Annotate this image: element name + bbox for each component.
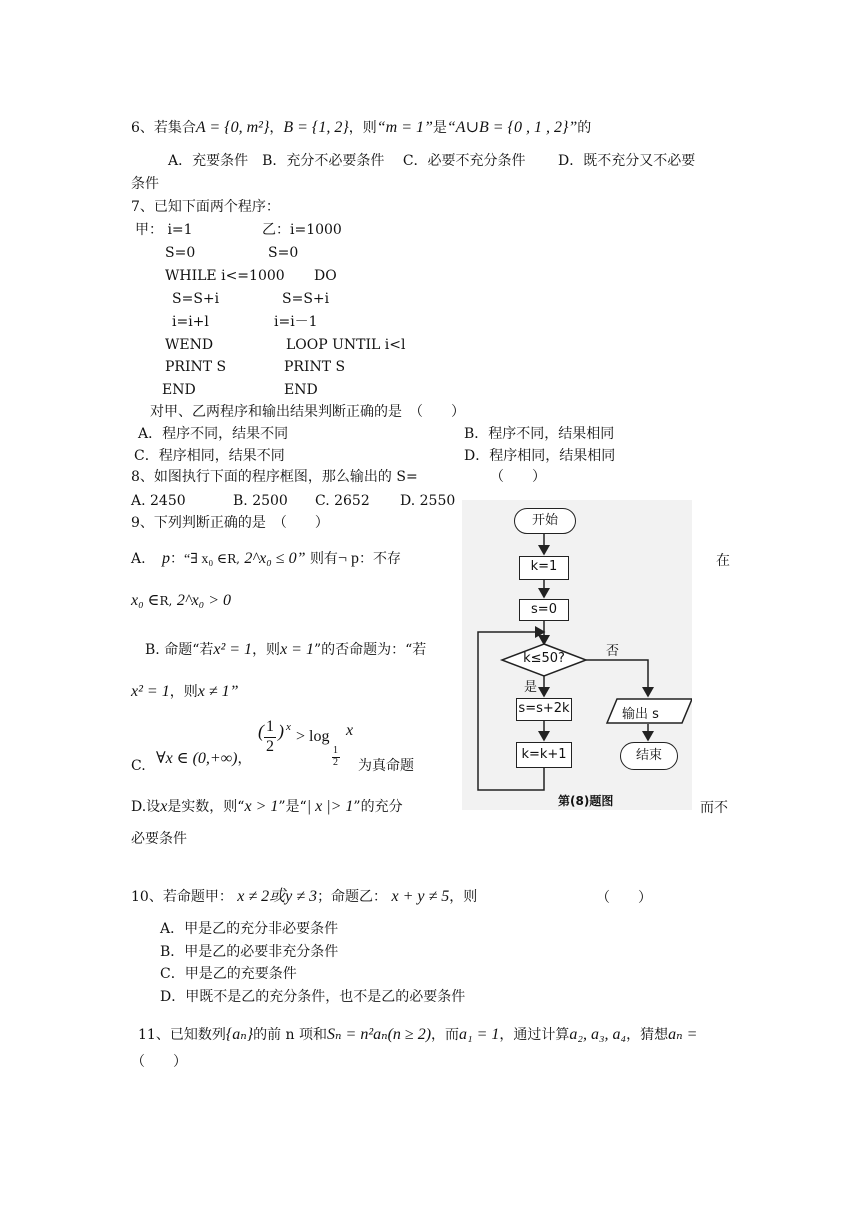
q9-option-d	[131, 798, 403, 816]
q10-suffix: ，则	[449, 889, 478, 905]
q10-option-c: C．甲是乙的充要条件	[160, 966, 297, 982]
q9-a-p: p	[162, 550, 171, 567]
q8-paren: （ ）	[490, 469, 546, 485]
q9-c-base-num: 1	[333, 745, 338, 756]
q11-sum: Sₙ = n²aₙ(n ≥ 2)	[327, 1026, 432, 1043]
q6-sep: ，	[269, 120, 284, 136]
q9-c-paren-close: )	[278, 721, 284, 741]
q10-option-d: D．甲既不是乙的充分条件，也不是乙的必要条件	[160, 989, 466, 1005]
q8-option-b: B. 2500	[233, 493, 288, 509]
q9-b-tail: ”的否命题为：“若	[313, 642, 427, 658]
q10-prefix: 10、若命题甲：	[131, 889, 233, 905]
q6-options-wrap: 条件	[131, 176, 159, 192]
q9-a-notp: ¬ p	[337, 550, 359, 567]
q11-guess: aₙ =	[668, 1026, 698, 1043]
q11-seq: {aₙ}	[225, 1026, 254, 1043]
q6-set-a: A = {0, m²}	[195, 119, 270, 136]
q9-b2-eq: x² = 1	[131, 683, 170, 700]
q11-mid2: ，而	[431, 1027, 460, 1043]
q10-stem	[131, 888, 477, 906]
q9-stem: 9、下列判断正确的是 （ ）	[131, 515, 329, 531]
q9-a-then: 则有	[309, 551, 338, 567]
flow-no-label: 否	[606, 644, 620, 659]
flow-start: 开始	[514, 508, 576, 534]
flow-k-update: k=k+1	[516, 742, 572, 768]
q11-paren: （ ）	[131, 1054, 187, 1070]
flow-caption: 第(8)题图	[558, 794, 614, 808]
q11-stem	[138, 1026, 697, 1044]
q9-a-exist: “∃ x₀ ∈	[184, 552, 228, 567]
code-line: LOOP UNTIL i<l	[286, 337, 406, 353]
q8-stem: 8、如图执行下面的程序框图，那么输出的 S=	[131, 469, 418, 485]
q9-c-paren-open: (	[258, 721, 264, 741]
q7-option-c: C．程序相同，结果不同	[134, 448, 285, 464]
q8-option-d: D. 2550	[400, 493, 456, 509]
flow-condition: k≤50?	[523, 651, 565, 666]
q9-b2-mid: ，则	[169, 684, 198, 700]
q9-a2-x0: x₀ ∈	[131, 592, 160, 609]
q9-a-tail: ：不存	[358, 551, 401, 567]
q9-c-ineq: > log	[296, 728, 330, 745]
q11-mid1: 的前 n 项和	[253, 1027, 328, 1043]
q10-prop2: x + y ≠ 5	[391, 888, 450, 905]
q9-c-forall-expr: ∀x ∈ (0,+∞)	[156, 750, 238, 767]
q10-option-a: A．甲是乙的充分非必要条件	[160, 921, 339, 937]
q6-stem	[131, 119, 591, 137]
q11-mid4: ，猜想	[626, 1027, 669, 1043]
q9-b-line2	[131, 683, 238, 701]
q7-stem: 7、已知下面两个程序：	[131, 199, 280, 215]
q9-d-prefix: D.设	[131, 799, 161, 815]
q9-c-forall	[156, 750, 251, 768]
q6-stem-prefix: 6、若集合	[131, 120, 196, 136]
q7-option-b: B．程序不同，结果相同	[464, 426, 615, 442]
flow-yes-label: 是	[524, 680, 538, 695]
q9-c-tail: 为真命题	[358, 758, 414, 774]
code-line: S=S+i	[282, 291, 330, 307]
q9-c-x: x	[346, 722, 354, 739]
q8-option-c: C. 2652	[315, 493, 370, 509]
q6-suffix: 的	[577, 120, 592, 136]
q10-paren: （ ）	[596, 890, 652, 906]
q6-set-b: B = {1, 2}	[283, 119, 349, 136]
q9-c-base-den: 2	[333, 757, 338, 768]
code-line: PRINT S	[284, 359, 346, 375]
q9-option-b	[145, 641, 426, 659]
flow-k-init: k=1	[519, 556, 569, 580]
code-line: i=i－1	[274, 314, 318, 330]
q9-d-x: x	[160, 798, 168, 815]
q9-c-prefix: C.	[131, 758, 146, 774]
q9-a-r: R,	[227, 552, 240, 566]
q11-mid3: ，通过计算	[499, 1027, 570, 1043]
q6-cond2: “A∪B = {0 , 1 , 2}”	[446, 119, 578, 136]
flow-s-update: s=s+2k	[516, 698, 572, 721]
code-line: 乙：i=1000	[262, 222, 342, 238]
q9-a-colon: ：	[170, 551, 185, 567]
code-line: S=0	[165, 245, 196, 261]
q9-a-wrap-right: 在	[716, 553, 730, 569]
q9-d-mid: 是实数，则“	[167, 799, 245, 815]
q9-d-wrap: 必要条件	[131, 831, 187, 847]
q9-b-mid: ，则	[252, 642, 281, 658]
q9-b-eq2: x = 1	[280, 641, 314, 658]
code-line: END	[162, 382, 196, 398]
q6-cond1: “m = 1”	[376, 119, 433, 136]
code-line: S=S+i	[172, 291, 220, 307]
q9-a-prefix: A.	[131, 551, 146, 567]
code-line: 甲： i=1	[135, 222, 193, 238]
q9-b-eq1: x² = 1	[213, 641, 253, 658]
q9-d-tail: ”的充分	[353, 799, 403, 815]
q6-is: 是	[432, 120, 447, 136]
q7-option-a: A．程序不同，结果不同	[138, 426, 289, 442]
q9-d-right: 而不	[700, 800, 728, 816]
q9-option-a	[131, 550, 401, 569]
q10-option-b: B．甲是乙的必要非充分条件	[160, 944, 339, 960]
flow-s-init: s=0	[519, 599, 569, 621]
q10-prop1: x ≠ 2或y ≠ 3	[237, 888, 318, 905]
q9-a2-ineq: 2^x₀ > 0	[176, 592, 232, 609]
q9-a-ineq: 2^x₀ ≤ 0”	[244, 550, 306, 567]
q9-b2-eq2: x ≠ 1”	[197, 683, 239, 700]
q9-c-frac-den: 2	[266, 738, 274, 755]
q11-a1: a₁ = 1	[459, 1026, 500, 1043]
q11-prefix: 11、已知数列	[138, 1027, 226, 1043]
q9-a2-r: R,	[159, 594, 173, 608]
code-line: S=0	[268, 245, 299, 261]
q9-d-is: ”是“	[278, 799, 307, 815]
q7-option-d: D．程序相同，结果相同	[464, 448, 616, 464]
code-line: PRINT S	[165, 359, 227, 375]
q6-options: A．充要条件 B．充分不必要条件 C．必要不充分条件 D．既不充分又不必要	[168, 153, 696, 169]
q9-c-exp: x	[286, 721, 291, 733]
flowchart-figure	[462, 500, 692, 810]
code-line: DO	[314, 268, 337, 284]
q9-c-comma: ，	[237, 751, 252, 767]
code-line: i=i+l	[172, 314, 209, 330]
q9-c-frac-num: 1	[266, 718, 274, 735]
code-line: END	[284, 382, 318, 398]
q11-terms: a₂, a₃, a₄	[569, 1026, 627, 1043]
q10-mid: ；命题乙：	[317, 889, 388, 905]
flow-end: 结束	[620, 742, 678, 770]
q9-b-prefix: B. 命题“若	[145, 642, 214, 658]
flow-output: 输出 s	[622, 707, 659, 722]
code-line: WHILE i<=1000	[165, 268, 285, 284]
q8-option-a: A. 2450	[131, 493, 186, 509]
code-line: WEND	[165, 337, 214, 353]
q7-question: 对甲、乙两程序和输出结果判断正确的是 （ ）	[150, 404, 465, 420]
q9-a-line2	[131, 592, 231, 610]
q9-d-c1: x > 1	[244, 798, 279, 815]
q9-d-c2: | x |> 1	[306, 798, 354, 815]
q6-mid: ，则	[348, 120, 377, 136]
